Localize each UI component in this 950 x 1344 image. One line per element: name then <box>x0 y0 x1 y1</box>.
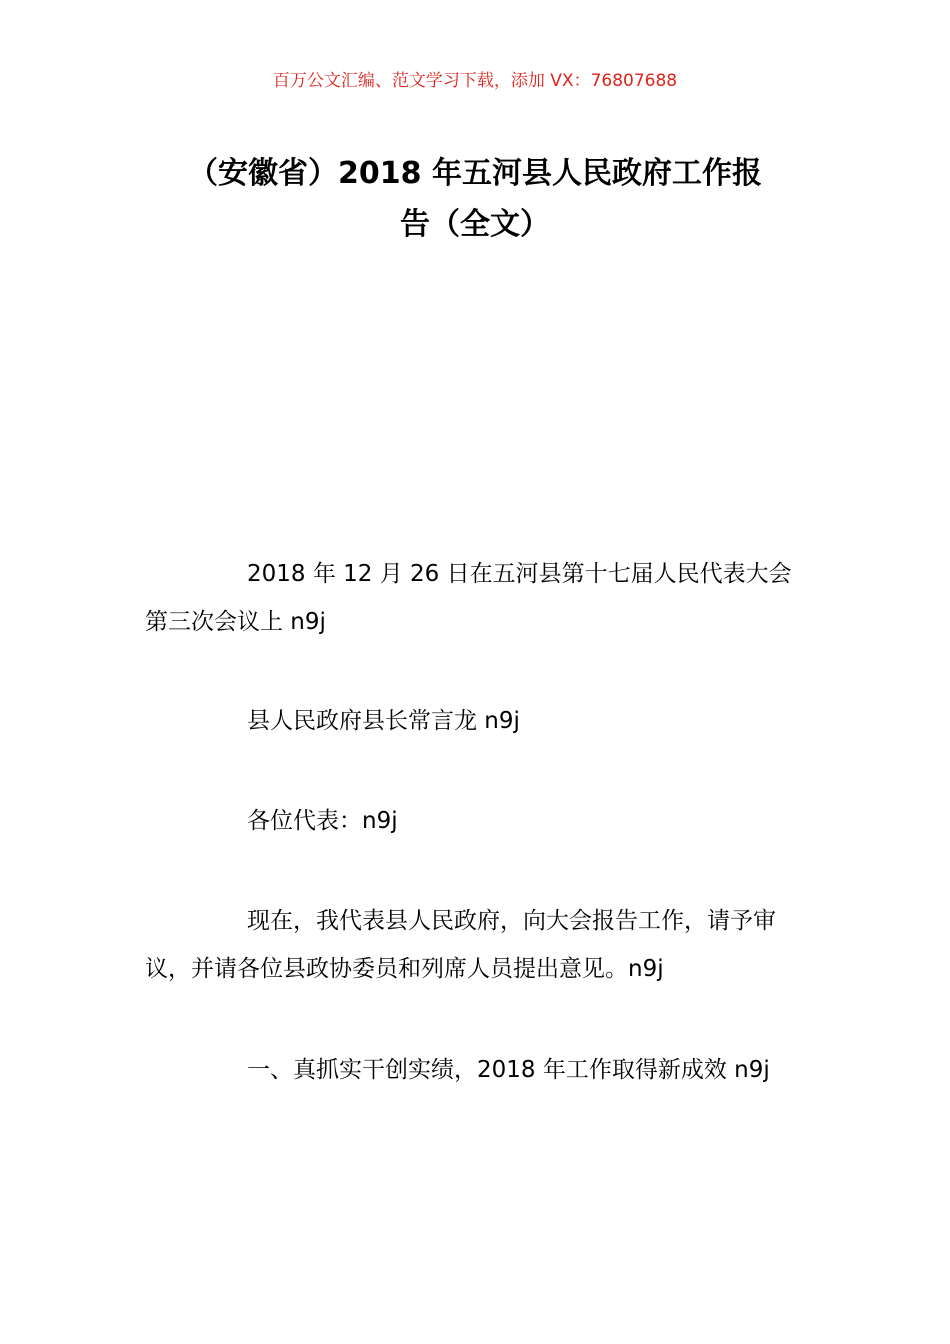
salutation-paragraph: 各位代表：n9j <box>247 808 398 834</box>
document-title <box>140 148 810 250</box>
watermark-banner: 百万公文汇编、范文学习下载，添加 VX：76807688 <box>272 71 678 91</box>
title-line-1: （安徽省）2018 年五河县人民政府工作报 <box>188 156 762 191</box>
speaker-paragraph: 县人民政府县长常言龙 n9j <box>247 708 520 734</box>
intro-paragraph: 现在，我代表县人民政府，向大会报告工作，请予审议，并请各位县政协委员和列席人员提出意见。n9j <box>145 908 776 982</box>
section-heading-paragraph: 一、真抓实干创实绩，2018 年工作取得新成效 n9j <box>247 1057 770 1083</box>
title-line-2: 告（全文） <box>400 207 550 242</box>
meeting-paragraph: 2018 年 12 月 26 日在五河县第十七届人民代表大会第三次会议上 n9j <box>145 561 792 635</box>
